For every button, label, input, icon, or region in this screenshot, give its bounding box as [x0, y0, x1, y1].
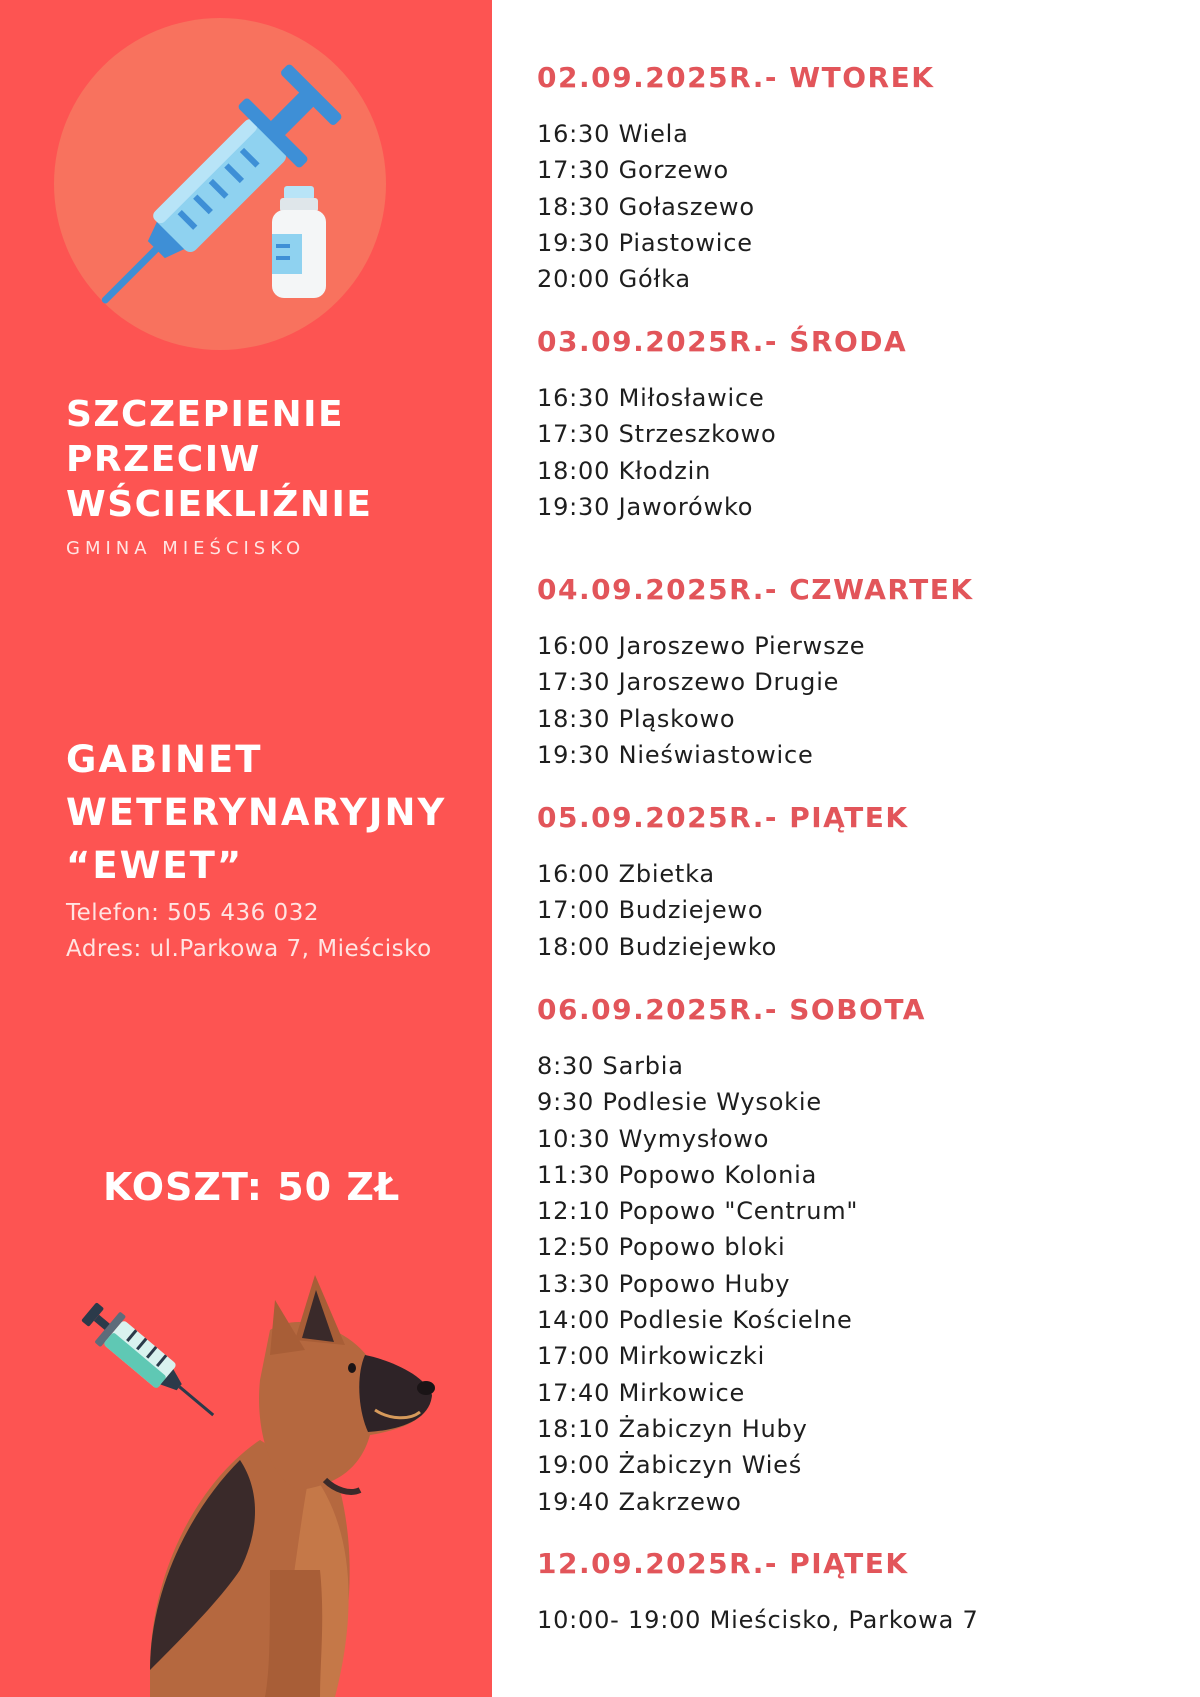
day-entries	[537, 380, 1197, 525]
day-heading: 05.09.2025R.- PIĄTEK	[537, 801, 909, 834]
entry-place: Wymysłowo	[618, 1124, 770, 1153]
entry-time: 16:30	[537, 120, 611, 148]
schedule-entry	[537, 856, 1197, 892]
entry-place: Żabiczyn Huby	[618, 1414, 808, 1443]
schedule-entry	[537, 701, 1197, 737]
schedule-day	[537, 1544, 1197, 1638]
schedule-entry	[537, 1375, 1197, 1411]
schedule-entry	[537, 1048, 1197, 1084]
day-entries	[537, 1602, 1197, 1638]
schedule-entry	[537, 1602, 1197, 1638]
clinic-name	[66, 733, 492, 892]
schedule-entry	[537, 416, 1197, 452]
day-entries	[537, 116, 1197, 297]
vaccine-illustration	[50, 16, 390, 356]
entry-time: 16:00	[537, 632, 611, 660]
schedule-entry	[537, 116, 1197, 152]
entry-time: 18:30	[537, 192, 611, 221]
vaccination-cost: KOSZT: 50 ZŁ	[103, 1165, 401, 1209]
entry-place: Piastowice	[618, 228, 753, 257]
campaign-title-line: WŚCIEKLIŹNIE	[66, 484, 373, 525]
day-heading: 04.09.2025R.- CZWARTEK	[537, 573, 974, 606]
clinic-name-line: GABINET	[66, 738, 263, 781]
entry-place: Pląskowo	[618, 704, 736, 733]
entry-place: Jaworówko	[618, 492, 754, 521]
entry-time: 18:00	[537, 456, 611, 485]
entry-place: Mieścisko, Parkowa 7	[709, 1606, 979, 1634]
clinic-address: Adres: ul.Parkowa 7, Mieścisko	[66, 936, 432, 962]
entry-time: 17:30	[537, 156, 611, 185]
entry-place: Nieświastowice	[618, 740, 814, 769]
entry-place: Kłodzin	[618, 456, 712, 485]
entry-time: 14:00	[537, 1306, 611, 1335]
schedule-day	[537, 570, 1197, 773]
entry-place: Żabiczyn Wieś	[618, 1451, 803, 1480]
dog-illustration	[120, 1270, 450, 1697]
entry-time: 10:30	[537, 1124, 611, 1153]
schedule-entry	[537, 737, 1197, 773]
schedule-entry	[537, 1193, 1197, 1229]
entry-time: 12:50	[537, 1233, 611, 1262]
day-heading: 06.09.2025R.- SOBOTA	[537, 993, 926, 1026]
entry-place: Strzeszkowo	[618, 420, 777, 449]
entry-time: 12:10	[537, 1197, 611, 1226]
entry-place: Zakrzewo	[618, 1487, 742, 1516]
schedule-entry	[537, 664, 1197, 700]
entry-time: 19:30	[537, 492, 611, 521]
entry-time: 16:00	[537, 860, 611, 888]
entry-place: Jaroszewo Drugie	[618, 668, 840, 697]
schedule-day	[537, 798, 1197, 965]
entry-time: 17:40	[537, 1378, 611, 1407]
schedule-entry	[537, 1447, 1197, 1483]
entry-time: 17:30	[537, 420, 611, 449]
schedule-day	[537, 990, 1197, 1520]
entry-time: 18:30	[537, 704, 611, 733]
entry-place: Gorzewo	[618, 156, 730, 185]
schedule-entry	[537, 261, 1197, 297]
schedule-entry	[537, 929, 1197, 965]
day-entries	[537, 1048, 1197, 1520]
schedule-entry	[537, 628, 1197, 664]
clinic-name-line: “EWET”	[66, 844, 244, 887]
schedule-entry	[537, 1266, 1197, 1302]
schedule-day	[537, 58, 1197, 297]
schedule-day	[537, 322, 1197, 525]
day-heading: 02.09.2025R.- WTOREK	[537, 61, 935, 94]
entry-place: Popowo Huby	[618, 1269, 791, 1298]
entry-time: 17:00	[537, 1342, 611, 1371]
day-entries	[537, 628, 1197, 773]
entry-time: 16:30	[537, 384, 611, 412]
schedule-entry	[537, 489, 1197, 525]
campaign-title-line: PRZECIW	[66, 439, 261, 480]
entry-place: Jaroszewo Pierwsze	[618, 632, 866, 660]
schedule-entry	[537, 1411, 1197, 1447]
entry-place: Podlesie Kościelne	[618, 1306, 853, 1335]
schedule-entry	[537, 152, 1197, 188]
schedule-entry	[537, 1121, 1197, 1157]
clinic-name-line: WETERYNARYJNY	[66, 791, 447, 834]
schedule-entry	[537, 892, 1197, 928]
entry-time: 19:30	[537, 228, 611, 257]
entry-time: 18:10	[537, 1414, 611, 1443]
schedule-entry	[537, 380, 1197, 416]
day-heading: 12.09.2025R.- PIĄTEK	[537, 1547, 909, 1580]
entry-time: 17:30	[537, 668, 611, 697]
entry-time: 13:30	[537, 1269, 611, 1298]
entry-place: Budziejewko	[618, 932, 778, 961]
entry-time: 8:30	[537, 1052, 595, 1080]
entry-place: Popowo bloki	[618, 1233, 786, 1262]
entry-time: 19:00	[537, 1451, 611, 1480]
entry-place: Gółka	[618, 265, 691, 294]
entry-time: 10:00- 19:00	[537, 1606, 702, 1634]
day-heading: 03.09.2025R.- ŚRODA	[537, 325, 908, 358]
entry-place: Budziejewo	[618, 896, 764, 925]
schedule-entry	[537, 1084, 1197, 1120]
entry-time: 11:30	[537, 1160, 611, 1189]
entry-time: 19:40	[537, 1487, 611, 1516]
entry-place: Gołaszewo	[618, 192, 755, 221]
entry-place: Popowo "Centrum"	[618, 1197, 859, 1226]
day-entries	[537, 856, 1197, 965]
entry-time: 17:00	[537, 896, 611, 925]
entry-time: 9:30	[537, 1088, 595, 1117]
schedule-entry	[537, 189, 1197, 225]
campaign-title	[66, 392, 486, 527]
clinic-phone: Telefon: 505 436 032	[66, 900, 319, 926]
schedule-entry	[537, 1484, 1197, 1520]
schedule-entry	[537, 453, 1197, 489]
left-panel	[0, 0, 492, 1697]
entry-place: Miłosławice	[618, 384, 765, 412]
campaign-title-line: SZCZEPIENIE	[66, 394, 345, 435]
entry-time: 18:00	[537, 932, 611, 961]
entry-place: Mirkowiczki	[618, 1342, 766, 1371]
municipality-subtitle: GMINA MIEŚCISKO	[66, 538, 306, 559]
entry-time: 19:30	[537, 740, 611, 769]
entry-place: Sarbia	[602, 1052, 684, 1080]
entry-place: Podlesie Wysokie	[602, 1088, 822, 1117]
schedule-entry	[537, 1338, 1197, 1374]
entry-place: Popowo Kolonia	[618, 1160, 818, 1189]
entry-place: Wiela	[618, 120, 689, 148]
schedule-entry	[537, 1302, 1197, 1338]
schedule-entry	[537, 1229, 1197, 1265]
schedule-entry	[537, 1157, 1197, 1193]
entry-place: Zbietka	[618, 860, 715, 888]
entry-place: Mirkowice	[618, 1378, 746, 1407]
schedule-entry	[537, 225, 1197, 261]
vaccine-vial-icon	[272, 186, 326, 298]
entry-time: 20:00	[537, 265, 611, 294]
